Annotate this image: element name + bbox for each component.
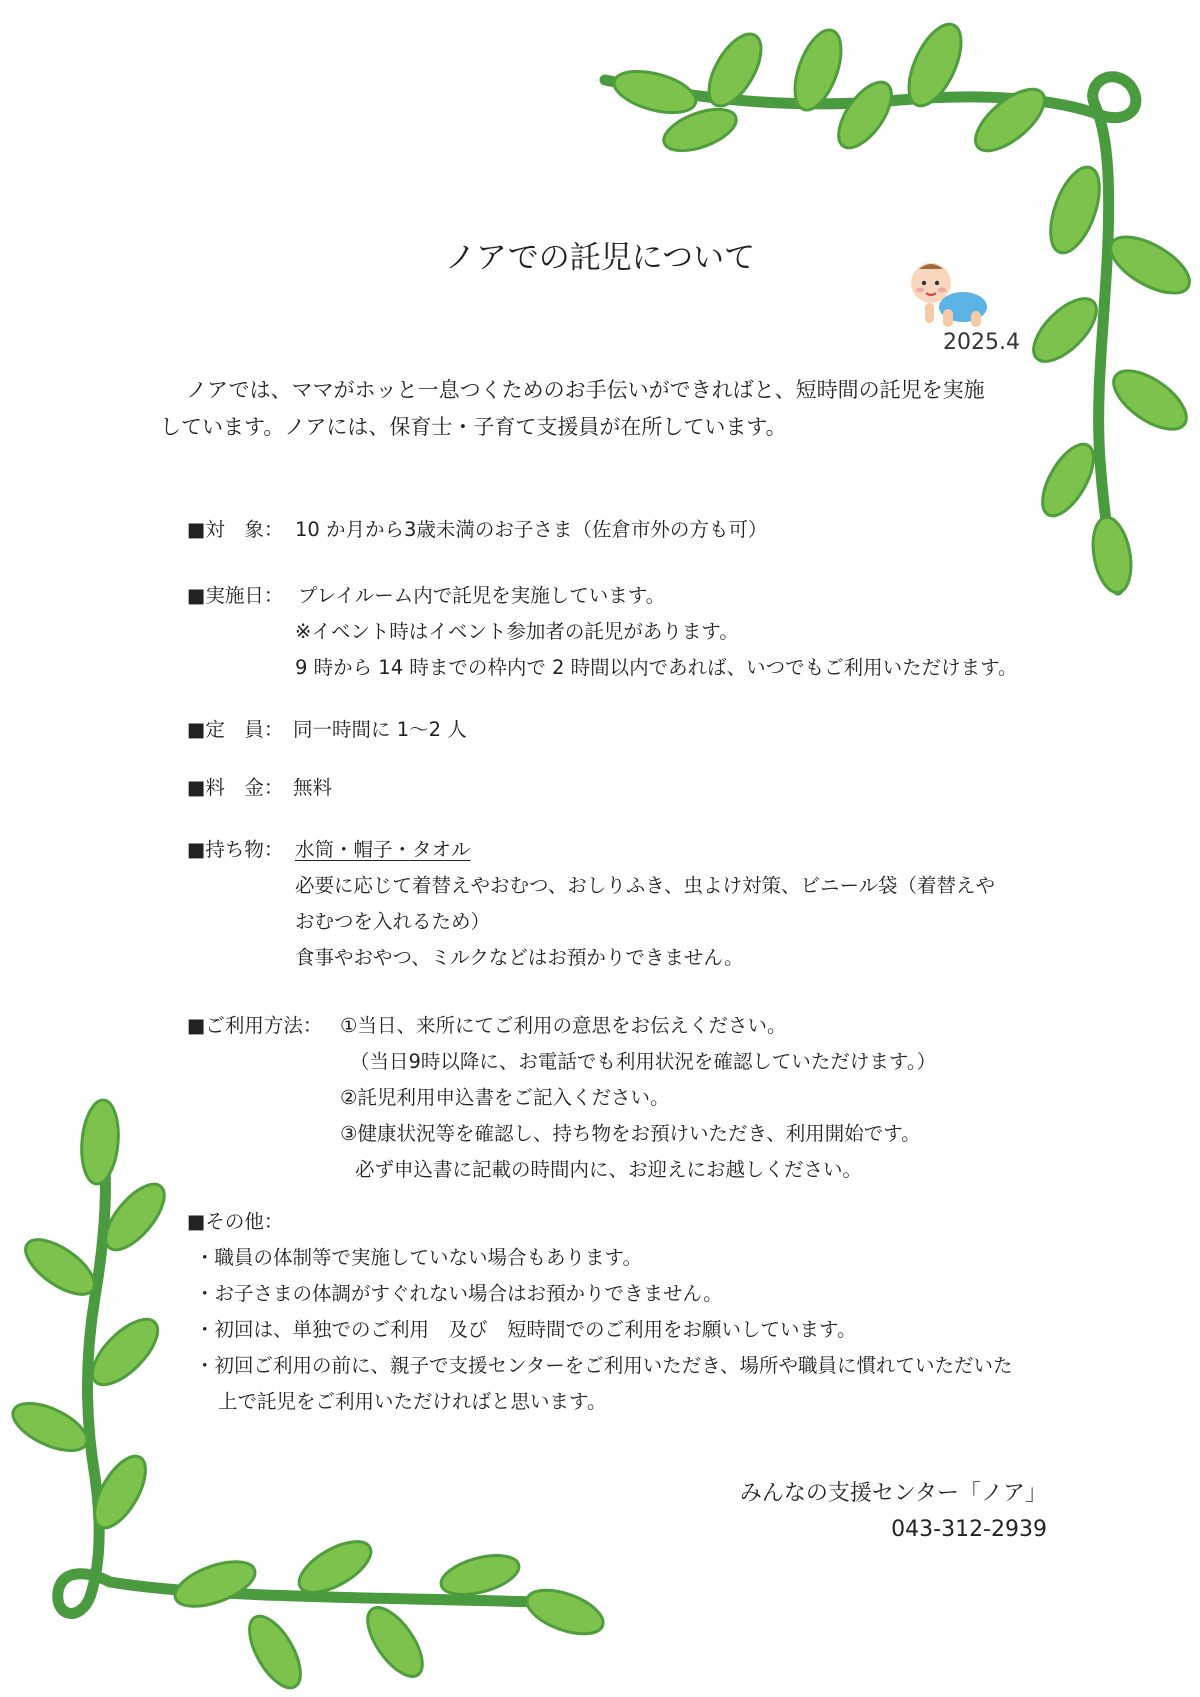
signature-block bbox=[740, 1476, 1047, 1548]
section-line: プレイルーム内で託児を実施しています。 bbox=[298, 584, 666, 607]
page-title: ノアでの託児について bbox=[444, 240, 756, 276]
issue-date: 2025.4 bbox=[943, 330, 1020, 355]
section-label: ■料 金： bbox=[187, 776, 284, 799]
section-line: 必要に応じて着替えやおむつ、おしりふき、虫よけ対策、ビニール袋（着替えや bbox=[295, 874, 996, 897]
phone-number: 043-312-2939 bbox=[891, 1517, 1047, 1542]
section-line: ③健康状況等を確認し、持ち物をお預けいただき、利用開始です。 bbox=[340, 1122, 921, 1145]
section-line: 10 か月から3歳未満のお子さま（佐倉市外の方も可） bbox=[295, 518, 768, 541]
section-label: ■ご利用方法： bbox=[187, 1014, 323, 1037]
section-label: ■実施日： bbox=[187, 584, 284, 607]
intro-line: ノアでは、ママがホッと一息つくためのお手伝いができればと、短時間の託児を実施 bbox=[186, 378, 985, 402]
section-line: ②託児利用申込書をご記入ください。 bbox=[340, 1086, 670, 1109]
section-line: 同一時間に 1～2 人 bbox=[293, 718, 467, 741]
org-name: みんなの支援センター「ノア」 bbox=[739, 1481, 1047, 1506]
section-label: ■定 員： bbox=[187, 718, 284, 741]
section-line: ①当日、来所にてご利用の意思をお伝えください。 bbox=[340, 1014, 787, 1037]
section-line: ※イベント時はイベント参加者の託児があります。 bbox=[295, 620, 739, 643]
section-line: 9 時から 14 時までの枠内で 2 時間以内であれば、いつでもご利用いただけます。 bbox=[295, 656, 1018, 679]
section-label: ■対 象： bbox=[187, 518, 284, 541]
intro-paragraph bbox=[160, 372, 1040, 446]
section-line: おむつを入れるため） bbox=[295, 910, 491, 933]
section-line: 必ず申込書に記載の時間内に、お迎えにお越しください。 bbox=[355, 1158, 863, 1181]
section-line: 水筒・帽子・タオル bbox=[295, 838, 471, 861]
section-line: ・お子さまの体調がすぐれない場合はお預かりできません。 bbox=[195, 1282, 723, 1305]
section-line: ・初回は、単独でのご利用 及び 短時間でのご利用をお願いしています。 bbox=[195, 1318, 857, 1341]
section-label: ■その他： bbox=[187, 1210, 284, 1233]
section-label: ■持ち物： bbox=[187, 838, 284, 861]
section-line: 上で託児をご利用いただければと思います。 bbox=[218, 1390, 607, 1413]
intro-line: しています。ノアには、保育士・子育て支援員が在所しています。 bbox=[160, 415, 787, 439]
section-line: ・職員の体制等で実施していない場合もあります。 bbox=[195, 1246, 642, 1269]
section-line: ・初回ご利用の前に、親子で支援センターをご利用いただき、場所や職員に慣れていただいた bbox=[195, 1354, 1013, 1377]
section-line: 食事やおやつ、ミルクなどはお預かりできません。 bbox=[295, 946, 744, 969]
section-line: （当日9時以降に、お電話でも利用状況を確認していただけます。） bbox=[350, 1050, 937, 1073]
section-line: 無料 bbox=[293, 776, 333, 799]
